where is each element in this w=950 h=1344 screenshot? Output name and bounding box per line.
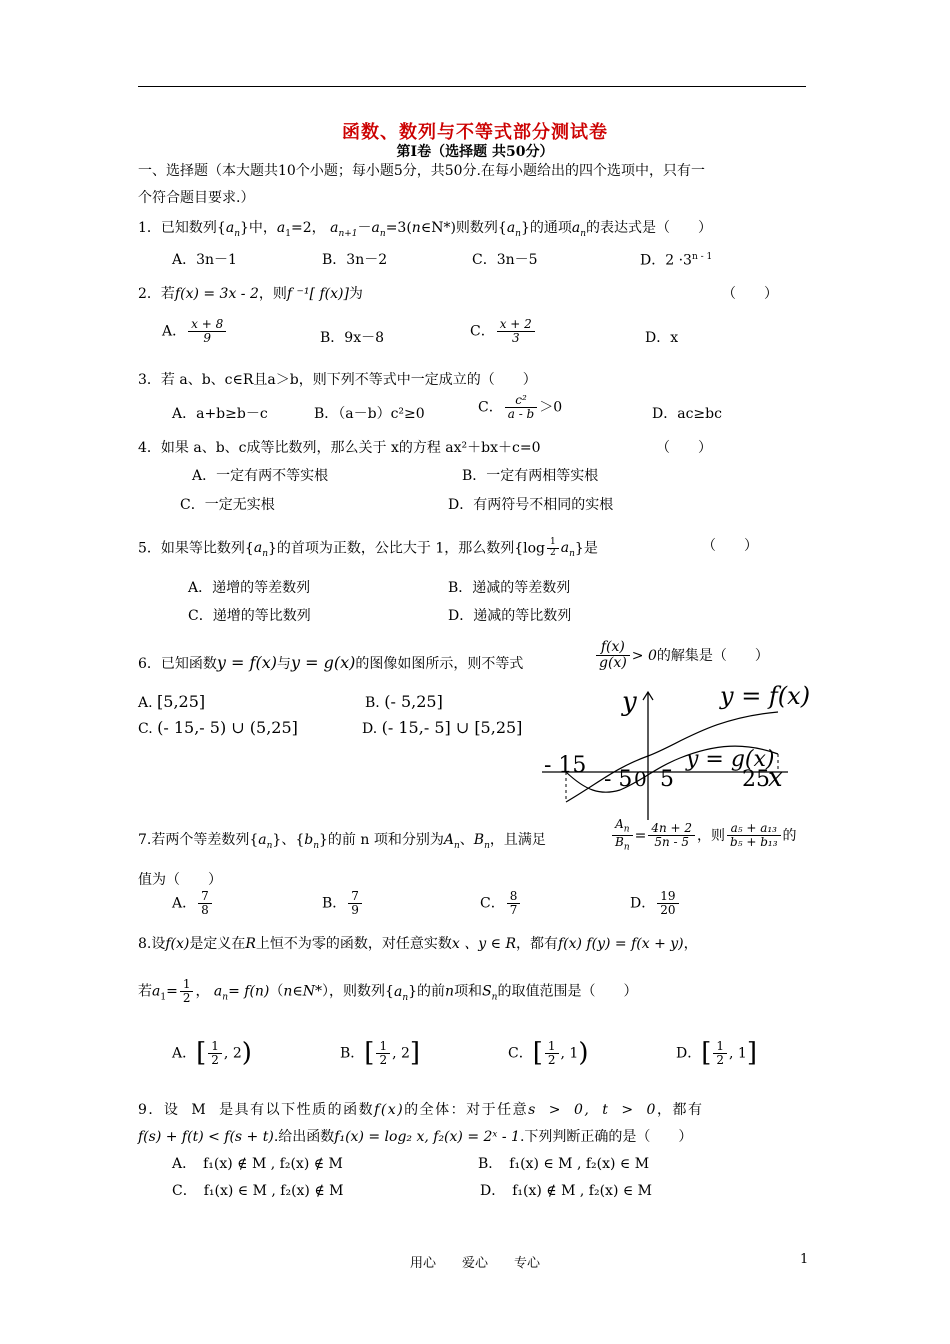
question-5-option-a: A．递增的等差数列	[188, 580, 311, 596]
question-5-option-c: C．递增的等比数列	[188, 608, 311, 624]
question-1-option-d: D．$2 \cdot 3^{n - 1}$	[640, 252, 713, 269]
question-3-option-a: A．a+b≥b－c	[172, 406, 268, 422]
graph-tick-m15: - 15	[544, 753, 587, 778]
question-6-stem: 6．已知函数y = f(x)与y = g(x)的图像如图所示，则不等式	[138, 653, 524, 672]
question-5-answer-paren: （ ）	[702, 538, 758, 554]
question-2-option-b: B．9x－8	[320, 330, 384, 346]
question-6-option-a: A. [5,25]	[138, 692, 206, 711]
question-9-option-b: B． f₁(x) ∈ M , f₂(x) ∈ M	[478, 1156, 650, 1172]
question-7-option-a: A． $\frac{7}{8}$	[172, 890, 214, 917]
question-7-option-b: B． $\frac{7}{9}$	[322, 890, 364, 917]
question-7-option-c: C． $\frac{8}{7}$	[480, 890, 522, 917]
graph-tick-25: 25	[742, 767, 770, 792]
question-1-option-a: A．3n－1	[172, 252, 237, 268]
question-9-option-d: D． f₁(x) ∉ M , f₂(x) ∈ M	[480, 1183, 652, 1199]
question-7-ratio: $\frac{A_n}{B_n}$ = $\frac{4n + 2}{5n - 5}$ ，则 $\frac{\text{a₅ + a₁₃}}{\text{b₅ + b₁₃}}$ 的	[610, 818, 797, 854]
question-3-option-d: D．ac≥bc	[652, 406, 722, 422]
graph-tick-m5: - 5	[604, 767, 633, 792]
question-4-option-a: A．一定有两不等实根	[192, 468, 329, 484]
question-3-option-b: B．（a－b）c²≥0	[314, 406, 425, 422]
header-rule	[138, 86, 806, 87]
question-6-option-d: D. (- 15,- 5] ∪ [5,25]	[362, 718, 523, 737]
question-7-option-d: D． $\frac{19}{20}$	[630, 890, 681, 917]
question-4-option-b: B．一定有两相等实根	[462, 468, 599, 484]
graph-origin-label: 0	[634, 767, 647, 791]
question-8-option-d: D．[ $\frac{1}{2}$ , 1]	[676, 1038, 757, 1068]
page-footer-motto: 用心 爱心 专心	[409, 1256, 540, 1271]
question-6-graph	[530, 672, 820, 822]
question-4-option-c: C．一定无实根	[180, 497, 275, 513]
graph-f-label: y = f(x)	[720, 682, 811, 710]
question-8-option-b: B．[ $\frac{1}{2}$ , 2]	[340, 1038, 421, 1068]
question-2-answer-paren: （ ）	[722, 286, 778, 302]
question-9-stem: 9．设 M 是具有以下性质的函数f(x)的全体：对于任意s > 0, t > 0，都有	[138, 1102, 704, 1118]
question-4-option-d: D．有两符号不相同的实根	[448, 497, 614, 513]
graph-x-label: x	[768, 763, 783, 793]
section-instructions-line1: 一、选择题（本大题共10个小题；每小题5分，共50分.在每小题给出的四个选项中，只有一	[138, 163, 705, 179]
exam-subtitle: 第Ⅰ卷（选择题 共50分）	[396, 144, 554, 160]
question-6-inequality: $\frac{f(x)}{g(x)}$ > 0的解集是（ ）	[594, 640, 769, 672]
question-7-stem-line2: 值为（ ）	[138, 872, 222, 888]
question-6-option-c: C. (- 15,- 5) ∪ (5,25]	[138, 718, 298, 737]
question-1-stem: 1．已知数列$\{a_n\}$中，$a_1=2$， $a_{n+1}-a_n=3(n\in N*)$则数列$\{a_n\}$的通项$a_n$的表达式是（ ）	[138, 220, 713, 239]
section-instructions-line2: 个符合题目要求.）	[138, 190, 255, 206]
question-2-stem: 2．若f(x) = 3x - 2，则f ⁻¹[ f(x)]为	[138, 286, 363, 302]
question-8-stem: 8.设f(x)是定义在R上恒不为零的函数，对任意实数x 、y ∈ R，都有f(x) f(y) = f(x + y)，	[138, 936, 698, 952]
question-9-option-c: C． f₁(x) ∈ M , f₂(x) ∉ M	[172, 1183, 344, 1199]
question-4-stem: 4．如果 a、b、c成等比数列，那么关于 x的方程 ax²＋bx＋c=0	[138, 440, 541, 456]
question-2-option-a: A． $\frac{x + 8}{9}$	[162, 318, 228, 345]
question-7-stem: 7.若两个等差数列$\{a_n\}$、$\{b_n\}$的前 n 项和分别为$A_n$、$B_n$，且满足	[138, 832, 546, 851]
graph-y-label: y	[622, 687, 637, 717]
question-1-option-c: C．3n－5	[472, 252, 538, 268]
question-8-option-c: C．[ $\frac{1}{2}$ , 1)	[508, 1038, 589, 1068]
question-4-answer-paren: （ ）	[656, 440, 712, 456]
question-1-option-b: B．3n－2	[322, 252, 388, 268]
graph-g-label: y = g(x)	[686, 747, 775, 772]
question-2-option-d: D．x	[645, 330, 679, 346]
question-9-stem-line2: f(s) + f(t) < f(s + t).给出函数f₁(x) = log₂ x, f₂(x) = 2ˣ - 1.下列判断正确的是（ ）	[138, 1129, 693, 1145]
question-9-option-a: A． f₁(x) ∉ M , f₂(x) ∉ M	[172, 1156, 343, 1172]
question-3-option-c: C． $\frac{\text{c²}}{a - b}$ ＞0	[478, 393, 563, 422]
question-5-option-d: D．递减的等比数列	[448, 608, 572, 624]
question-8-stem-line2: 若$a_1=$ $\frac{1}{2}$ ， $a_n=$ f(n)（n∈N*），则数列$\{a_n\}$的前n项和$S_n$的取值范围是（ ）	[138, 977, 638, 1006]
question-6-option-b: B. (- 5,25]	[365, 692, 443, 711]
question-8-option-a: A．[ $\frac{1}{2}$ , 2)	[172, 1038, 252, 1068]
question-3-stem: 3．若 a、b、c∈R且a＞b，则下列不等式中一定成立的（ ）	[138, 372, 537, 388]
question-5-option-b: B．递减的等差数列	[448, 580, 571, 596]
graph-tick-5: 5	[660, 767, 674, 792]
question-2-option-c: C． $\frac{x + 2}{3}$	[470, 318, 537, 345]
exam-title: 函数、数列与不等式部分测试卷	[342, 122, 608, 143]
page-number: 1	[800, 1252, 809, 1267]
question-5-stem: 5．如果等比数列$\{a_n\}$的首项为正数，公比大于 1，那么数列{log $\frac{1}{2}$ $a_n$}是	[138, 537, 598, 560]
